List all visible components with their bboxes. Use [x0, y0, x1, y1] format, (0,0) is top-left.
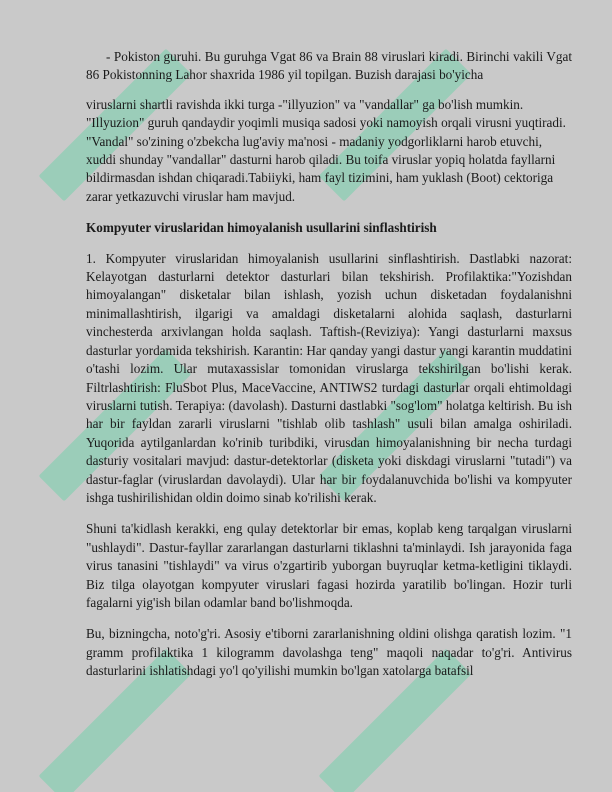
document-body: [86, 48, 572, 681]
paragraph-classification: 1. Kompyuter viruslaridan himoyalanish usullarini sinflashtirish. Dastlabki nazorat: Kelayotgan dasturlarni detektor dasturlari bilan tekshirish. Profilaktika:"Yozishdan himoyalangan" disketalar bilan ishlash, yozish uchun disketadan foydalanishni minimallashtirish, ilgarigi va amaldagi disketalarni alohida saqlash, dasturlarni vinchesterda arxivlangan holda saqlash. Taftish-(Reviziya): Yangi dasturlarni maxsus dasturlar yordamida tekshirish. Karantin: Har qanday yangi dastur yangi karantin muddatini o'tashi lozim. Ular mutaxassislar tomonidan viruslarga tekshirilgan bo'lishi kerak. Filtrlashtirish: FluSbot Plus, MaceVaccine, ANTIWS2 turdagi dasturlar orqali ehtimoldagi viruslarni tutish. Terapiya: (davolash). Dasturni dastlabki "sog'lom" holatga keltirish. Bu ish har bir fayldan zararli viruslarni "tishlab olib tashlash" usuli bilan amalga oshiriladi. Yuqorida aytilganlardan ko'rinib turibdiki, virusdan himoyalanishning bir necha turdagi dasturiy vositalari mavjud: dastur-detektorlar (disketa yoki diskdagi viruslarni "tutadi") va dastur-faglar (viruslardan davolaydi). Ular har bir foydalanuvchida bo'lishi va kompyuter ishga tushirilishidan oldin doimo sinab ko'rilishi kerak.: [86, 250, 572, 505]
section-heading: Kompyuter viruslaridan himoyalanish usullarini sinflashtirish: [86, 220, 437, 236]
text-line: viruslarni shartli ravishda ikki turga -"illyuzion" va "vandallar" ga bo'lish mumkin.: [86, 96, 524, 112]
paragraph-detectors: Shuni ta'kidlash kerakki, eng qulay detektorlar bir emas, koplab keng tarqalgan viruslarni "ushlaydi". Dastur-fayllar zararlangan dasturlarni tiklashni ta'minlaydi. Ish jarayonida faga virus tanasini "tishlaydi" va virus o'zgartirib yuborgan buyruqlar ketma-ketligini tiklaydi. Biz tilga olayotgan kompyuter viruslari fagasi hozirda yaratilib bo'lingan. Hozir turli fagalarni yig'ish bilan odamlar band bo'lishmoqda.: [86, 521, 572, 610]
text-line: "Illyuzion" guruh qandaydir yoqimli musiqa sadosi yoki namoyish orqali virusni yuqtiradi.: [86, 115, 566, 131]
paragraph-prevention: Bu, bizningcha, noto'g'ri. Asosiy e'tiborni zararlanishning oldini olishga qaratish lozim. "1 gramm profilaktika 1 kilogramm davolashga teng" maqoli naqadar to'g'ri. Antivirus dasturlarini ishlatishdagi yo'l qo'yilishi mumkin bo'lgan xatolarga batafsil: [86, 626, 572, 679]
paragraph-intro: - Pokiston guruhi. Bu guruhga Vgat 86 va Brain 88 viruslari kiradi. Birinchi vakili Vgat 86 Pokistonning Lahor shaxrida 1986 yil topilgan. Buzish darajasi bo'yicha: [86, 49, 572, 83]
text-line: "Vandal" so'zining o'zbekcha lug'aviy ma'nosi - madaniy yodgorliklarni harob etuvchi, xuddi shunday "vandallar" dasturni harob qiladi. Bu toifa viruslar yopiq holatda fayllarni bildirmasdan ishdan chiqaradi.Tabiiyki, ham fayl tizimini, ham yuklash (Boot) cektoriga zarar yetkazuvchi viruslar ham mavjud.: [86, 133, 556, 204]
